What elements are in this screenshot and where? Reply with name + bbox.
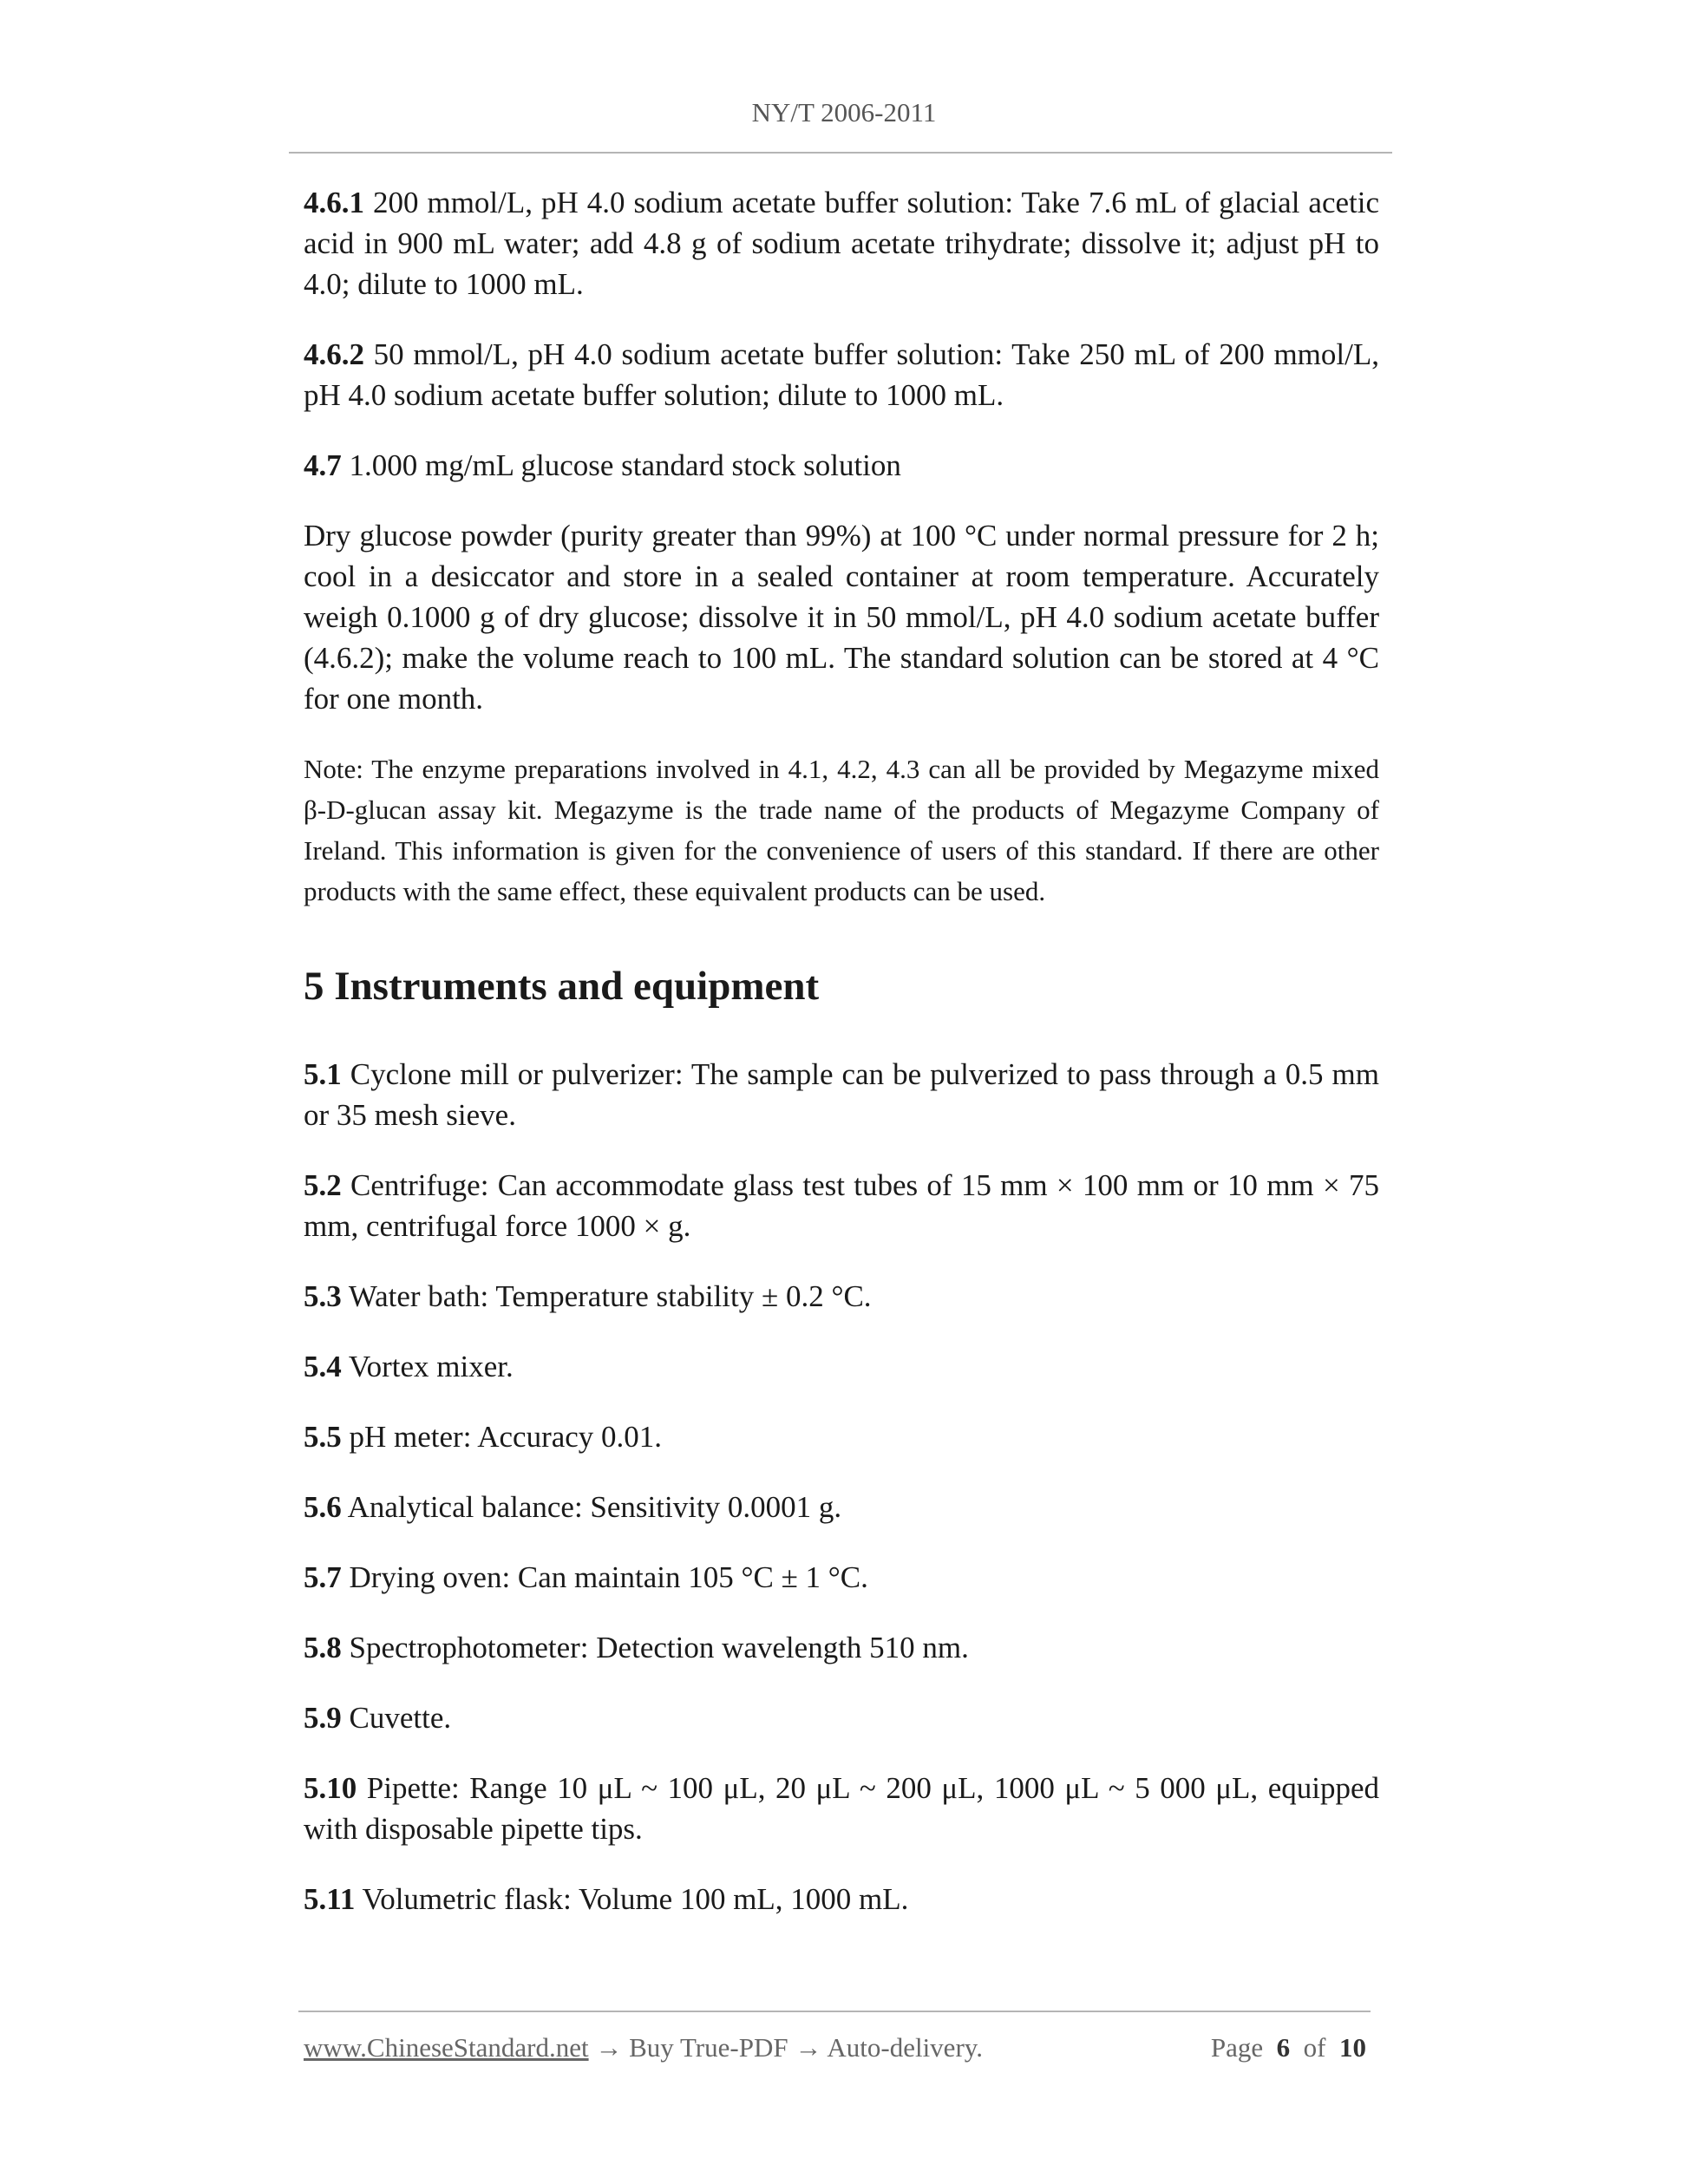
clause-text: Spectrophotometer: Detection wavelength 510 nm. [341,1631,969,1664]
footer-promo-text: → Buy True-PDF → Auto-delivery. [588,2032,983,2063]
clause-number: 4.6.2 [304,337,364,371]
clause-5-8 [304,1627,1379,1668]
page-number: 6 [1276,2032,1291,2063]
clause-number: 5.8 [304,1631,342,1664]
clause-5-6 [304,1487,1379,1527]
page-total: 10 [1339,2032,1366,2063]
footer-divider [298,2011,1371,2012]
clause-text: Centrifuge: Can accommodate glass test tubes of 15 mm × 100 mm or 10 mm × 75 mm, centrifugal force 1000 × g. [304,1168,1379,1243]
section-5-heading: 5 Instruments and equipment [304,964,820,1009]
clause-5-10 [304,1768,1379,1849]
clause-5-7 [304,1557,1379,1598]
clause-number: 5.1 [304,1057,342,1091]
page-indicator [1211,2026,1366,2070]
clause-number: 5.6 [304,1490,342,1524]
clause-text: 1.000 mg/mL glucose standard stock solution [341,448,901,482]
footer [304,2026,1366,2070]
clause-4-7 [304,445,1379,486]
glucose-preparation-paragraph: Dry glucose powder (purity greater than 99%) at 100 °C under normal pressure for 2 h; cool in a desiccator and store in a sealed container at room temperature. Accurately weigh 0.1000 g of dry glucose; dissolve it in 50 mmol/L, pH 4.0 sodium acetate buffer (4.6.2); make the volume reach to 100 mL. The standard solution can be stored at 4 °C for one month. [304,519,1379,716]
clause-5-4 [304,1346,1379,1387]
clause-text: Vortex mixer. [341,1350,514,1383]
clause-text: Drying oven: Can maintain 105 °C ± 1 °C. [341,1560,868,1594]
clause-text: Analytical balance: Sensitivity 0.0001 g. [341,1490,842,1524]
clause-5-5 [304,1416,1379,1457]
clause-5-1 [304,1054,1379,1135]
of-label: of [1303,2032,1326,2063]
clause-4-6-1 [304,182,1379,304]
clause-text: pH meter: Accuracy 0.01. [341,1420,663,1454]
header-title: NY/T 2006-2011 [751,97,937,128]
clause-number: 5.3 [304,1279,342,1313]
clause-number: 4.7 [304,448,342,482]
clause-text: Cyclone mill or pulverizer: The sample can be pulverized to pass through a 0.5 mm or 35 mesh sieve. [304,1057,1379,1132]
clause-text: Volumetric flask: Volume 100 mL, 1000 mL. [355,1882,909,1916]
clause-number: 5.7 [304,1560,342,1594]
clause-number: 5.4 [304,1350,342,1383]
clause-5-2 [304,1165,1379,1246]
clause-number: 5.5 [304,1420,342,1454]
clause-number: 4.6.1 [304,186,364,219]
clause-number: 5.11 [304,1882,356,1916]
page-label: Page [1210,2032,1264,2063]
footer-left [304,2026,983,2070]
clause-5-3 [304,1276,1379,1317]
clause-text: Water bath: Temperature stability ± 0.2 °C. [341,1279,872,1313]
clause-5-11 [304,1879,1379,1919]
website-link[interactable]: www.ChineseStandard.net [304,2032,589,2063]
clause-5-9 [304,1697,1379,1738]
clause-text: 50 mmol/L, pH 4.0 sodium acetate buffer solution: Take 250 mL of 200 mmol/L, pH 4.0 sodium acetate buffer solution; dilute to 1000 mL. [304,337,1379,412]
clause-text: Pipette: Range 10 μL ~ 100 μL, 20 μL ~ 200 μL, 1000 μL ~ 5 000 μL, equipped with disposable pipette tips. [304,1771,1379,1846]
clause-number: 5.2 [304,1168,342,1202]
page-content [304,182,1379,1949]
note-paragraph: Note: The enzyme preparations involved in 4.1, 4.2, 4.3 can all be provided by Megazyme mixed β-D-glucan assay kit. Megazyme is the trade name of the products of Megazyme Company of Ireland. This information is given for the convenience of users of this standard. If there are other products with the same effect, these equivalent products can be used. [304,754,1379,906]
clause-number: 5.10 [304,1771,357,1805]
clause-text: Cuvette. [341,1701,452,1735]
clause-text: 200 mmol/L, pH 4.0 sodium acetate buffer solution: Take 7.6 mL of glacial acetic acid in 900 mL water; add 4.8 g of sodium acetate trihydrate; dissolve it; adjust pH to 4.0; dilute to 1000 mL. [304,186,1379,301]
clause-number: 5.9 [304,1701,342,1735]
header-divider [289,152,1392,154]
clause-4-6-2 [304,334,1379,415]
